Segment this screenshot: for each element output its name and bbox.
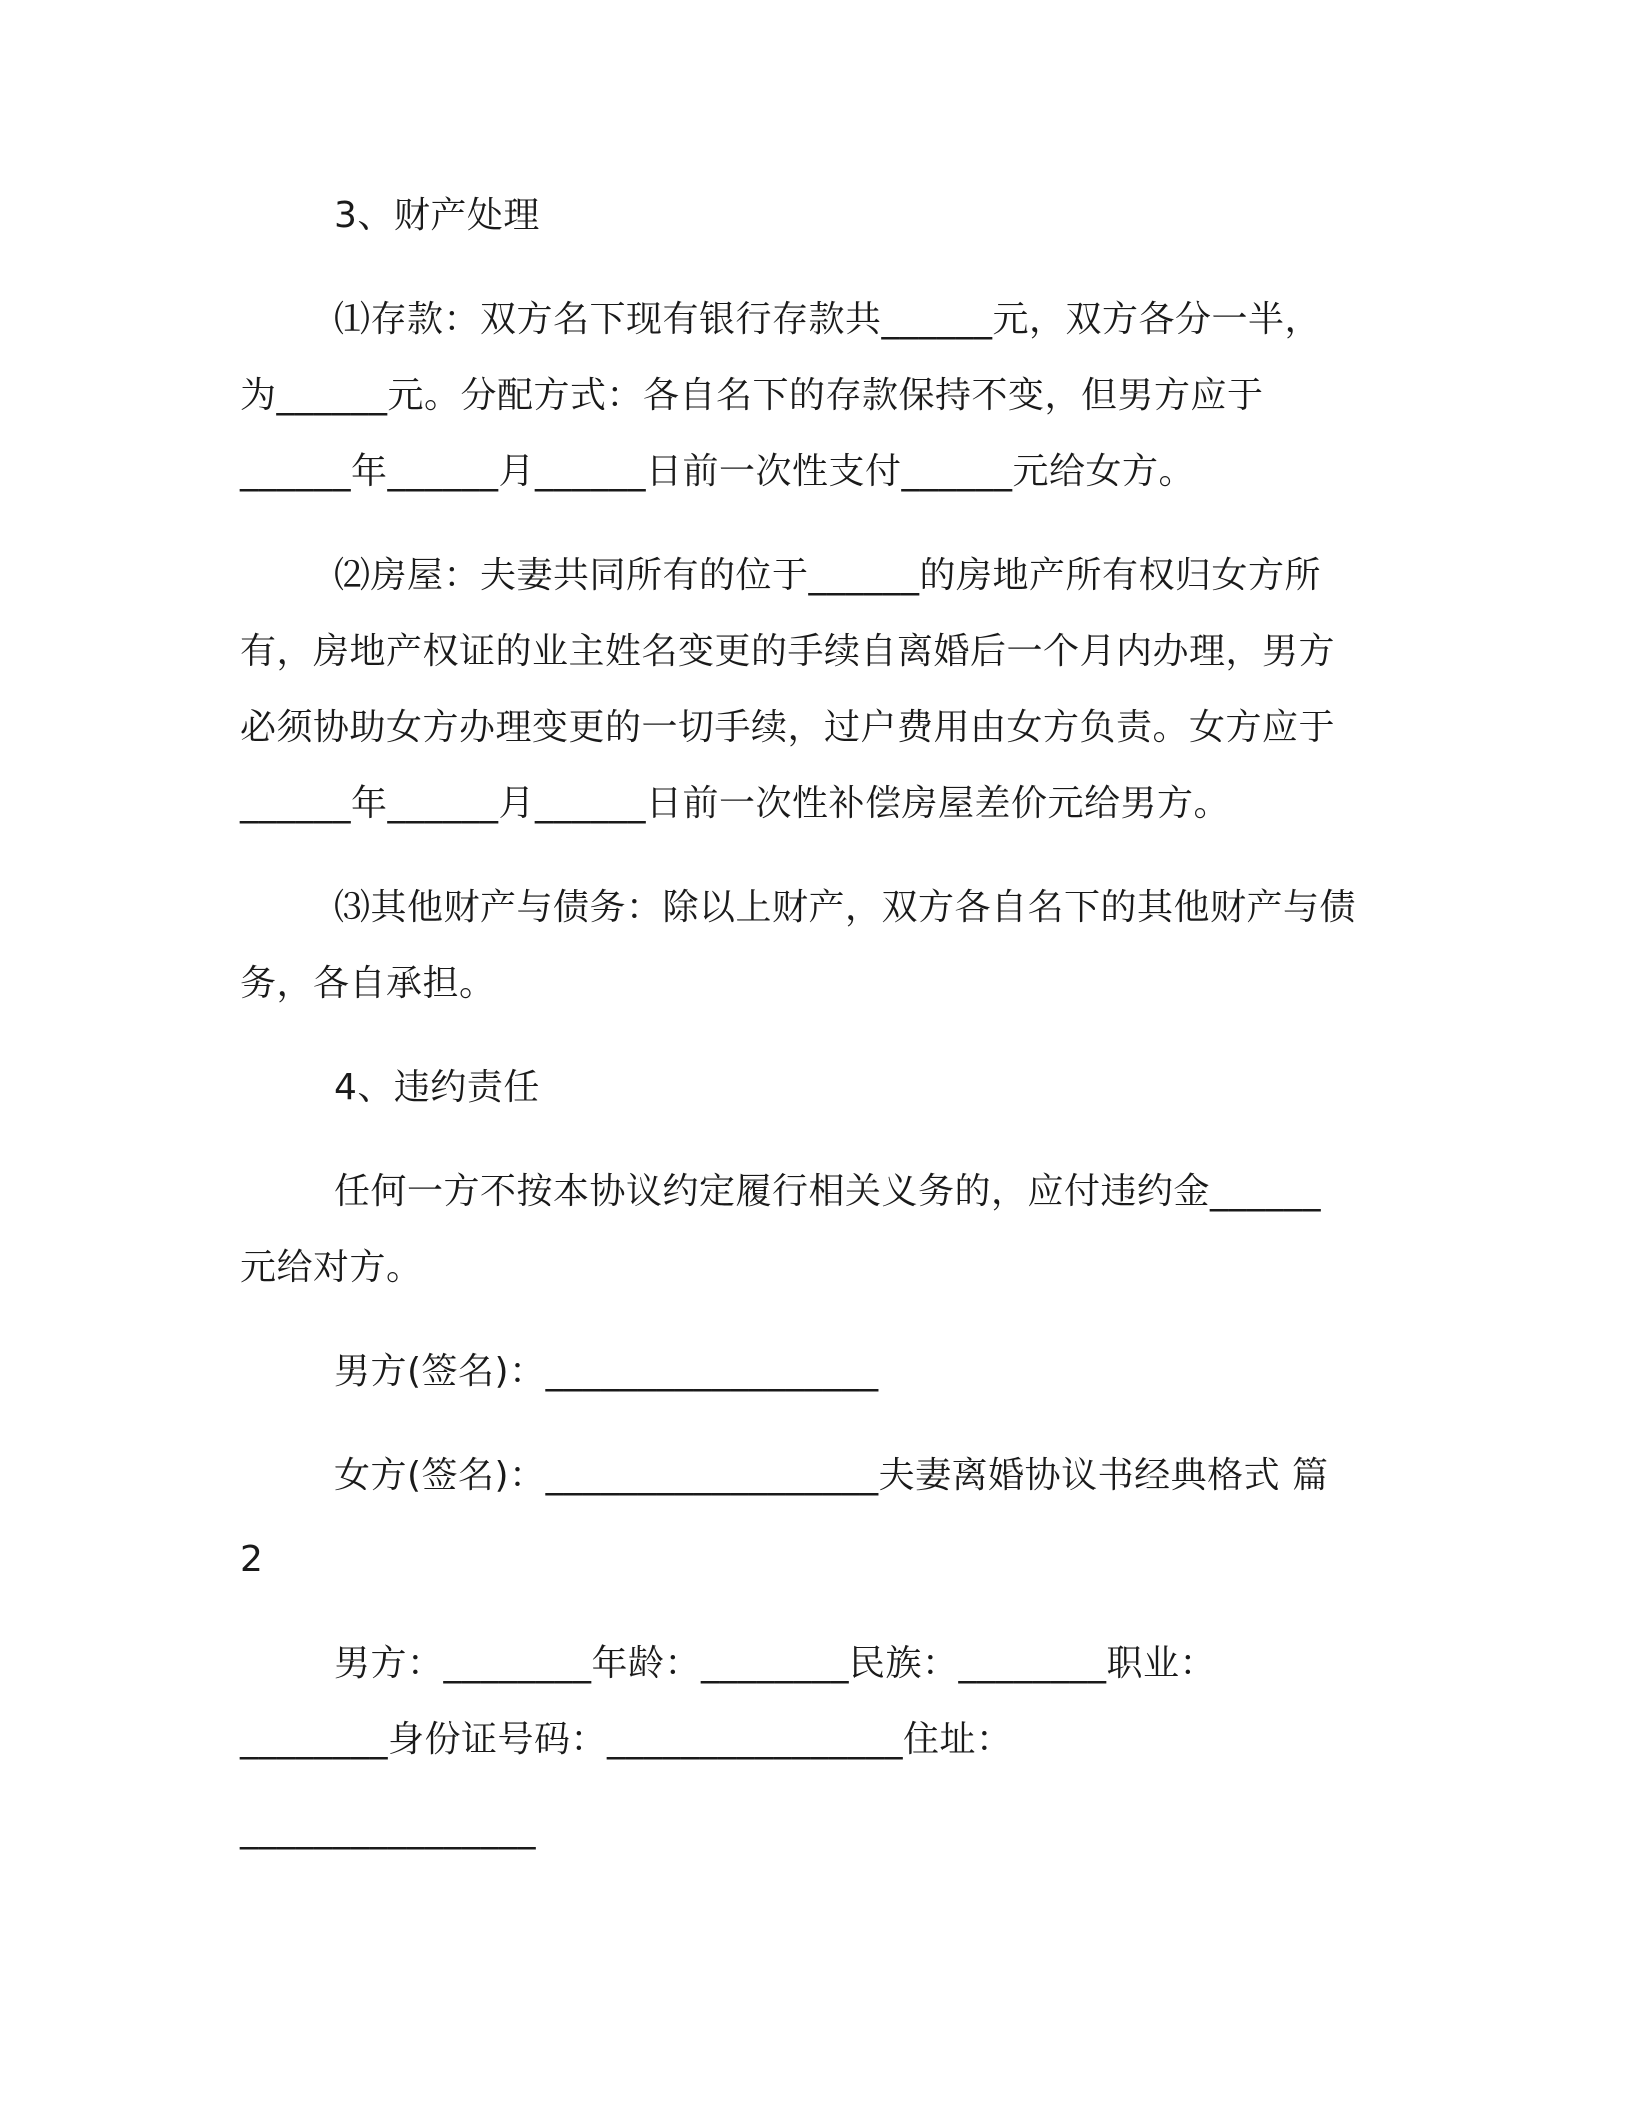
signature-line-female: 女方(签名)：__________________夫妻离婚协议书经典格式 篇 <box>334 1455 1329 1496</box>
section-heading-breach: 4、违约责任 <box>334 1067 540 1108</box>
paragraph-line: ⑵房屋：夫妻共同所有的位于______的房地产所有权归女方所 <box>334 555 1322 596</box>
party-info-line: 男方：________年龄：________民族：________职业： <box>334 1643 1217 1684</box>
paragraph-line: ______年______月______日前一次性支付______元给女方。 <box>240 451 1196 492</box>
paragraph-line: 为______元。分配方式：各自名下的存款保持不变，但男方应于 <box>240 375 1264 416</box>
paragraph-line: 有，房地产权证的业主姓名变更的手续自离婚后一个月内办理，男方 <box>240 631 1336 672</box>
paragraph-line: 元给对方。 <box>240 1247 423 1288</box>
paragraph-line: 务，各自承担。 <box>240 963 496 1004</box>
signature-line-male: 男方(签名)：__________________ <box>334 1351 879 1392</box>
party-info-line: ________身份证号码：________________住址： <box>240 1719 1013 1760</box>
paragraph-line: 必须协助女方办理变更的一切手续，过户费用由女方负责。女方应于 <box>240 707 1336 748</box>
paragraph-line: ______年______月______日前一次性补偿房屋差价元给男方。 <box>240 783 1231 824</box>
party-info-line: ________________ <box>240 1809 536 1850</box>
section-heading-property: 3、财产处理 <box>334 195 540 236</box>
paragraph-line: 任何一方不按本协议约定履行相关义务的，应付违约金______ <box>334 1171 1322 1212</box>
paragraph-line: ⑴存款：双方名下现有银行存款共______元，双方各分一半， <box>334 299 1322 340</box>
paragraph-line: 2 <box>240 1539 264 1580</box>
paragraph-line: ⑶其他财产与债务：除以上财产，双方各自名下的其他财产与债 <box>334 887 1357 928</box>
